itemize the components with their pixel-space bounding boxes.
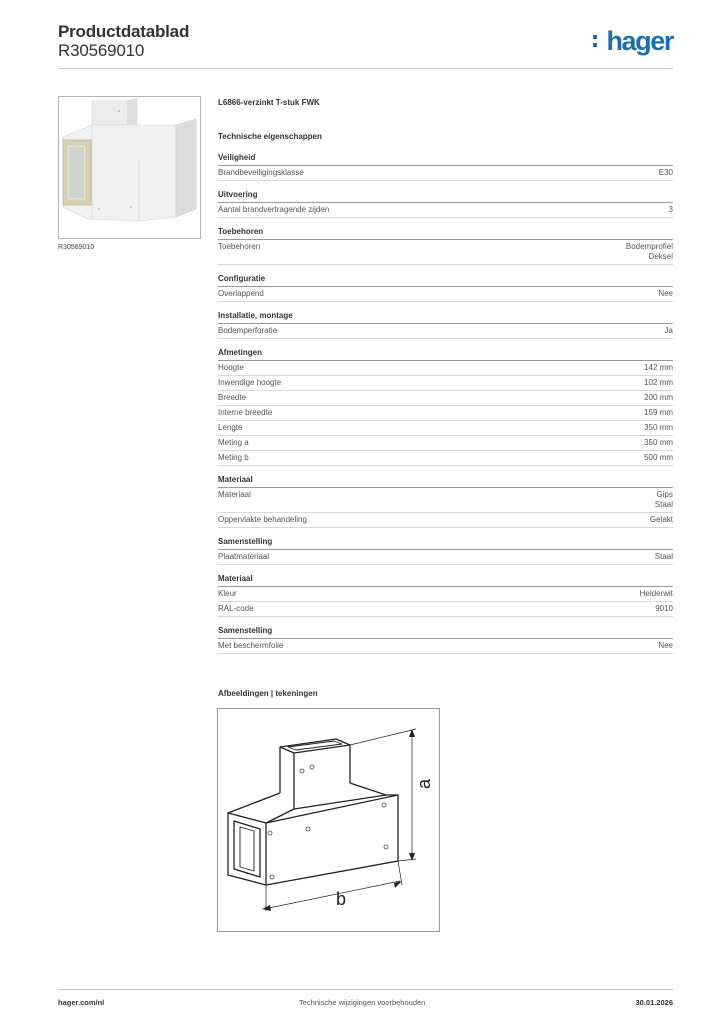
spec-value: [655, 490, 673, 510]
spec-value-line: 350 mm: [644, 438, 673, 447]
spec-group-title: Samenstelling: [218, 626, 673, 639]
logo-text: hager: [606, 26, 673, 56]
spec-label: Meting a: [218, 438, 249, 447]
spec-group: [218, 227, 673, 265]
spec-label: Inwendige hoogte: [218, 378, 282, 387]
spec-group: [218, 274, 673, 302]
spec-value: [644, 378, 673, 388]
dimension-label-b: b: [336, 889, 347, 909]
spec-value: [655, 604, 673, 614]
spec-value: [644, 408, 673, 418]
dimension-label-a: a: [414, 778, 434, 789]
document-title: Productdatablad: [58, 22, 190, 41]
spec-group: [218, 574, 673, 617]
spec-value: [650, 515, 673, 525]
spec-value: [644, 393, 673, 403]
spec-label: Hoogte: [218, 363, 244, 372]
spec-value-line: 350 mm: [644, 423, 673, 432]
spec-group-title: Samenstelling: [218, 537, 673, 550]
spec-value-line: Deksel: [648, 252, 673, 261]
spec-row: [218, 513, 673, 528]
spec-value-line: 9010: [655, 604, 673, 613]
spec-value-line: Nee: [658, 641, 673, 650]
technical-drawing: [217, 708, 440, 932]
product-number: R30569010: [58, 41, 145, 60]
spec-row: [218, 324, 673, 339]
spec-group: [218, 311, 673, 339]
spec-label: Lengte: [218, 423, 243, 432]
spec-row: [218, 166, 673, 181]
spec-value: [665, 326, 673, 336]
spec-value-line: Helderwit: [639, 589, 673, 598]
spec-label: Materiaal: [218, 490, 251, 499]
hager-logo[interactable]: [591, 26, 673, 56]
spec-row: [218, 436, 673, 451]
spec-group: [218, 475, 673, 528]
footer-divider: [58, 989, 673, 990]
spec-label: Interne breedte: [218, 408, 273, 417]
product-name: L6866-verzinkt T-stuk FWK: [218, 98, 320, 107]
spec-group: [218, 190, 673, 218]
spec-value: [658, 641, 673, 651]
spec-group-title: Toebehoren: [218, 227, 673, 240]
spec-value-line: 102 mm: [644, 378, 673, 387]
spec-label: Aantal brandvertragende zijden: [218, 205, 330, 214]
spec-value-line: 500 mm: [644, 453, 673, 462]
spec-group-title: Veiligheid: [218, 153, 673, 166]
spec-row: [218, 287, 673, 302]
spec-groups: [218, 153, 673, 654]
spec-value: [644, 423, 673, 433]
spec-group: [218, 348, 673, 466]
spec-value-line: 142 mm: [644, 363, 673, 372]
spec-group-title: Uitvoering: [218, 190, 673, 203]
product-photo: [58, 96, 201, 239]
spec-content: [218, 97, 673, 663]
spec-label: Breedte: [218, 393, 247, 402]
spec-value: [644, 438, 673, 448]
spec-value-line: Staal: [654, 500, 673, 509]
spec-group-title: Materiaal: [218, 574, 673, 587]
spec-row: [218, 550, 673, 565]
footer-website[interactable]: hager.com/nl: [58, 998, 105, 1007]
footer-date: 30.01.2026: [635, 998, 673, 1007]
spec-value-line: Nee: [658, 289, 673, 298]
spec-group-title: Configuratie: [218, 274, 673, 287]
spec-label: RAL-code: [218, 604, 254, 613]
footer-disclaimer: Technische wijzigingen voorbehouden: [299, 998, 426, 1007]
spec-value-line: Ja: [664, 326, 673, 335]
spec-row: [218, 391, 673, 406]
spec-group-title: Installatie, montage: [218, 311, 673, 324]
spec-value-line: Bodemprofiel: [625, 242, 673, 251]
spec-value: [644, 453, 673, 463]
spec-label: Overlappend: [218, 289, 264, 298]
spec-value-line: Gips: [656, 490, 673, 499]
spec-label: Oppervlakte behandeling: [218, 515, 307, 524]
spec-row: [218, 361, 673, 376]
spec-group: [218, 537, 673, 565]
spec-value: [658, 289, 673, 299]
spec-value: [626, 242, 673, 262]
spec-row: [218, 376, 673, 391]
spec-value: [659, 168, 673, 178]
spec-value-line: Gelakt: [649, 515, 673, 524]
spec-value-line: Staal: [654, 552, 673, 561]
header-divider: [58, 68, 673, 69]
spec-row: [218, 587, 673, 602]
spec-label: Brandbeveiligingsklasse: [218, 168, 304, 177]
spec-row: [218, 451, 673, 466]
spec-value-line: 159 mm: [644, 408, 673, 417]
spec-group: [218, 153, 673, 181]
image-caption: R30569010: [58, 244, 95, 251]
logo-dots-icon: [593, 35, 597, 51]
spec-label: Plaatmateriaal: [218, 552, 270, 561]
spec-value-line: E30: [658, 168, 673, 177]
spec-label: Bodemperforatie: [218, 326, 278, 335]
spec-row: [218, 240, 673, 265]
spec-group-title: Afmetingen: [218, 348, 673, 361]
spec-row: [218, 602, 673, 617]
spec-row: [218, 639, 673, 654]
spec-value: [655, 552, 673, 562]
spec-row: [218, 203, 673, 218]
spec-label: Met beschermfolie: [218, 641, 284, 650]
spec-row: [218, 488, 673, 513]
spec-group-title: Materiaal: [218, 475, 673, 488]
spec-label: Toebehoren: [218, 242, 261, 251]
spec-value-line: 3: [668, 205, 673, 214]
spec-row: [218, 406, 673, 421]
spec-group: [218, 626, 673, 654]
spec-row: [218, 421, 673, 436]
specs-heading: Technische eigenschappen: [218, 132, 322, 141]
spec-value: [644, 363, 673, 373]
page-header: [58, 20, 673, 70]
t-piece-drawing-icon: [218, 709, 439, 931]
spec-value: [640, 589, 673, 599]
spec-value-line: 200 mm: [644, 393, 673, 402]
spec-value: [669, 205, 673, 215]
drawings-heading: Afbeeldingen | tekeningen: [218, 689, 318, 698]
spec-label: Meting b: [218, 453, 249, 462]
t-piece-photo-icon: [59, 97, 200, 238]
spec-label: Kleur: [218, 589, 237, 598]
